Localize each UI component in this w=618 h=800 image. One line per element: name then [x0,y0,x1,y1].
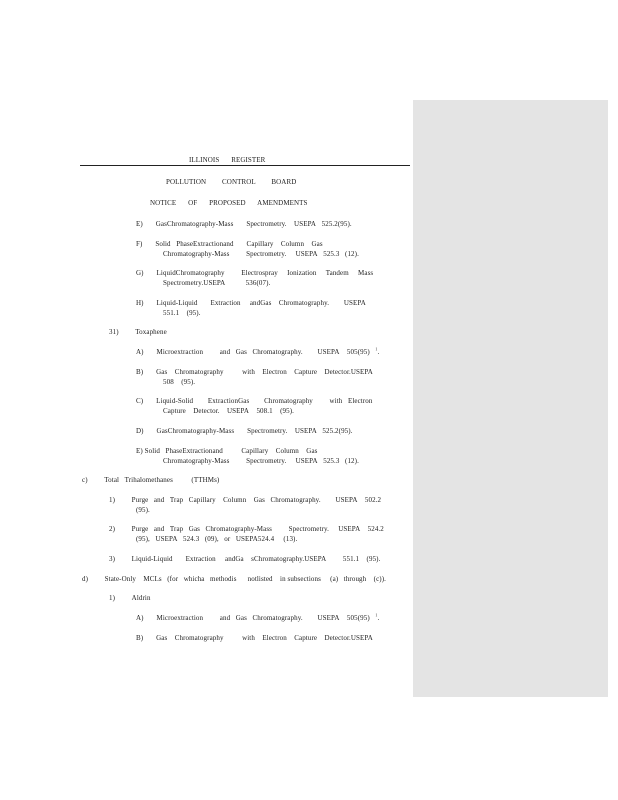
text-line: 3) Liquid-Liquid Extraction andGa sChromatography.USEPA 551.1 (95). [109,555,381,563]
text-line: Chromatography-Mass Spectrometry. USEPA 525.3 (12). [163,457,359,465]
text-line: B) Gas Chromatography with Electron Capture Detector.USEPA [136,368,373,376]
text-line: D) GasChromatography-Mass Spectrometry. USEPA 525.2(95). [136,427,353,435]
text-line: 1) Purge and Trap Capillary Column Gas Chromatography. USEPA 502.2 [109,496,382,504]
comment-pane [413,100,608,697]
text-line: A) Microextraction and Gas Chromatography. USEPA 505(95) $^1$. [136,612,380,622]
text-line: Chromatography-Mass Spectrometry. USEPA 525.3 (12). [163,250,359,258]
text-line: E) Solid PhaseExtractionand Capillary Column Gas [136,447,318,455]
text-line: 508 (95). [163,378,196,386]
text-line: 1) Aldrin [109,594,151,602]
text-line: 31) Toxaphene [109,328,167,336]
text-line: Capture Detector. USEPA 508.1 (95). [163,407,295,415]
text-line: C) Liquid-Solid ExtractionGas Chromatography with Electron [136,397,373,405]
text-line: E) GasChromatography-Mass Spectrometry. USEPA 525.2(95). [136,220,352,228]
text-line: F) Solid PhaseExtractionand Capillary Column Gas [136,240,323,248]
text-line: H) Liquid-Liquid Extraction andGas Chromatography. USEPA [136,299,366,307]
text-line: 551.1 (95). [163,309,201,317]
text-line: G) LiquidChromatography Electrospray Ionization Tandem Mass [136,269,374,277]
board-header: POLLUTION CONTROL BOARD [166,178,297,186]
text-line: (95), USEPA 524.3 (09), or USEPA524.4 (13). [136,535,298,543]
header-rule [80,165,410,166]
notice-header: NOTICE OF PROPOSED AMENDMENTS [150,199,308,207]
text-line: c) Total Trihalomethanes (TTHMs) [82,476,220,484]
text-line: Spectrometry.USEPA 536(07). [163,279,271,287]
register-header: ILLINOIS REGISTER [189,156,266,164]
footnote-mark: 1 [375,346,378,352]
text-line: A) Microextraction and Gas Chromatography. USEPA 505(95) $^1$. [136,346,380,356]
text-line: B) Gas Chromatography with Electron Capture Detector.USEPA [136,634,373,642]
footnote-mark: 1 [375,612,378,618]
text-line: (95). [136,506,150,514]
text-line: 2) Purge and Trap Gas Chromatography-Mass Spectrometry. USEPA 524.2 [109,525,384,533]
text-line: d) State-Only MCLs (for whicha methodis notlisted in subsections (a) through (c)). [82,575,386,583]
